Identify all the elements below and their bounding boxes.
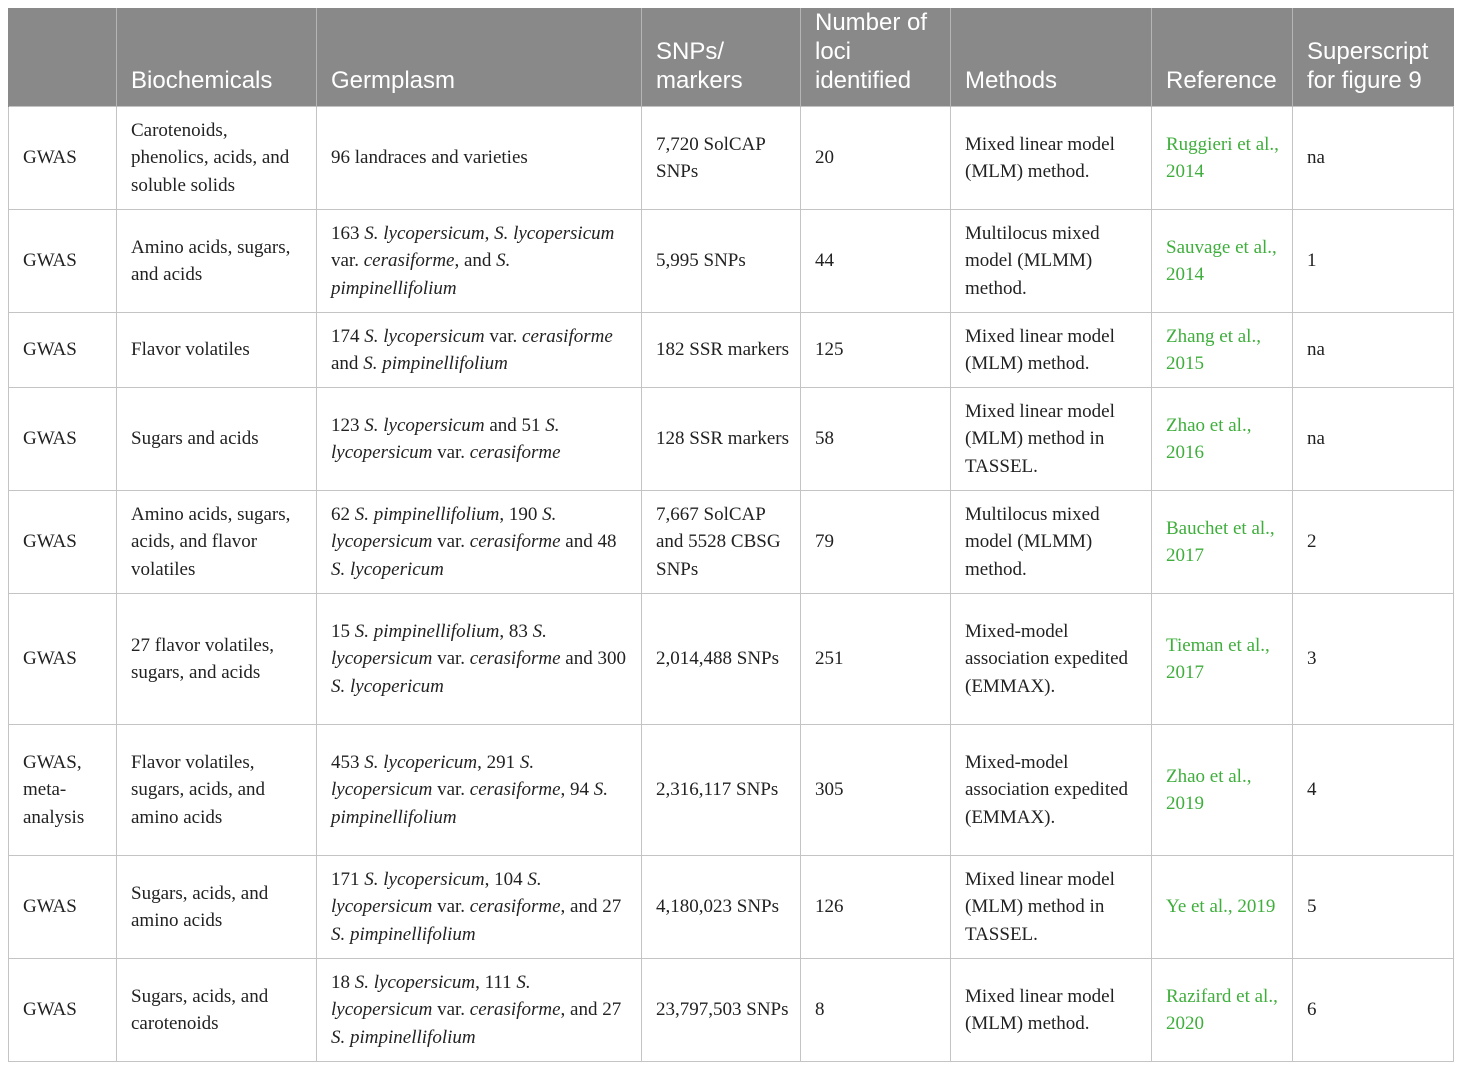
cell-loci: 20 [801, 107, 951, 210]
cell-approach: GWAS [9, 107, 117, 210]
cell-biochemicals: Carotenoids, phenolics, acids, and soluble solids [117, 107, 317, 210]
cell-superscript: 1 [1293, 210, 1454, 313]
table-row [9, 313, 1454, 388]
gwas-summary-table [8, 8, 1454, 1062]
header-reference: Reference [1152, 8, 1293, 107]
cell-markers: 7,720 SolCAP SNPs [642, 107, 801, 210]
header-germplasm: Germplasm [317, 8, 642, 107]
table-row [9, 725, 1454, 856]
reference-link[interactable]: Tieman et al., 2017 [1152, 594, 1293, 725]
cell-biochemicals: Amino acids, sugars, and acids [117, 210, 317, 313]
cell-approach: GWAS [9, 594, 117, 725]
cell-markers: 23,797,503 SNPs [642, 959, 801, 1062]
cell-biochemicals: Sugars, acids, and amino acids [117, 856, 317, 959]
cell-superscript: 4 [1293, 725, 1454, 856]
cell-approach: GWAS [9, 388, 117, 491]
cell-biochemicals: Sugars and acids [117, 388, 317, 491]
table-row [9, 210, 1454, 313]
table-header-row [9, 8, 1454, 107]
cell-markers: 2,316,117 SNPs [642, 725, 801, 856]
reference-link[interactable]: Sauvage et al., 2014 [1152, 210, 1293, 313]
cell-biochemicals: Sugars, acids, and carotenoids [117, 959, 317, 1062]
cell-germplasm: 163 S. lycopersicum, S. lycopersicum var. cerasiforme, and S. pimpinellifolium [317, 210, 642, 313]
reference-link[interactable]: Bauchet et al., 2017 [1152, 491, 1293, 594]
cell-superscript: 6 [1293, 959, 1454, 1062]
cell-loci: 44 [801, 210, 951, 313]
cell-germplasm: 123 S. lycopersicum and 51 S. lycopersicum var. cerasiforme [317, 388, 642, 491]
cell-superscript: na [1293, 107, 1454, 210]
table-row [9, 594, 1454, 725]
cell-loci: 58 [801, 388, 951, 491]
table-row [9, 107, 1454, 210]
reference-link[interactable]: Razifard et al., 2020 [1152, 959, 1293, 1062]
header-loci: Number of loci identified [801, 8, 951, 107]
reference-link[interactable]: Zhang et al., 2015 [1152, 313, 1293, 388]
cell-biochemicals: Flavor volatiles [117, 313, 317, 388]
table-row [9, 856, 1454, 959]
table-row [9, 388, 1454, 491]
cell-biochemicals: Amino acids, sugars, acids, and flavor volatiles [117, 491, 317, 594]
cell-markers: 2,014,488 SNPs [642, 594, 801, 725]
cell-methods: Multilocus mixed model (MLMM) method. [951, 210, 1152, 313]
cell-methods: Multilocus mixed model (MLMM) method. [951, 491, 1152, 594]
reference-link[interactable]: Zhao et al., 2016 [1152, 388, 1293, 491]
cell-germplasm: 453 S. lycopericum, 291 S. lycopersicum var. cerasiforme, 94 S. pimpinellifolium [317, 725, 642, 856]
cell-superscript: na [1293, 313, 1454, 388]
header-biochemicals: Biochemicals [117, 8, 317, 107]
cell-germplasm: 171 S. lycopersicum, 104 S. lycopersicum var. cerasiforme, and 27 S. pimpinellifolium [317, 856, 642, 959]
table-row [9, 491, 1454, 594]
cell-methods: Mixed linear model (MLM) method in TASSEL. [951, 388, 1152, 491]
cell-methods: Mixed linear model (MLM) method in TASSEL. [951, 856, 1152, 959]
cell-approach: GWAS [9, 959, 117, 1062]
cell-loci: 8 [801, 959, 951, 1062]
cell-approach: GWAS [9, 210, 117, 313]
header-markers: SNPs/ markers [642, 8, 801, 107]
cell-germplasm: 18 S. lycopersicum, 111 S. lycopersicum var. cerasiforme, and 27 S. pimpinellifolium [317, 959, 642, 1062]
cell-superscript: 2 [1293, 491, 1454, 594]
cell-loci: 251 [801, 594, 951, 725]
cell-loci: 305 [801, 725, 951, 856]
cell-markers: 7,667 SolCAP and 5528 CBSG SNPs [642, 491, 801, 594]
cell-loci: 126 [801, 856, 951, 959]
table-row [9, 959, 1454, 1062]
header-superscript: Superscript for figure 9 [1293, 8, 1454, 107]
cell-superscript: 3 [1293, 594, 1454, 725]
cell-methods: Mixed-model association expedited (EMMAX). [951, 594, 1152, 725]
cell-biochemicals: Flavor volatiles, sugars, acids, and amino acids [117, 725, 317, 856]
cell-markers: 128 SSR markers [642, 388, 801, 491]
cell-germplasm: 62 S. pimpinellifolium, 190 S. lycopersicum var. cerasiforme and 48 S. lycopericum [317, 491, 642, 594]
cell-germplasm: 174 S. lycopersicum var. cerasiforme and S. pimpinellifolium [317, 313, 642, 388]
cell-markers: 182 SSR markers [642, 313, 801, 388]
cell-germplasm: 96 landraces and varieties [317, 107, 642, 210]
cell-approach: GWAS [9, 313, 117, 388]
cell-methods: Mixed linear model (MLM) method. [951, 959, 1152, 1062]
cell-methods: Mixed linear model (MLM) method. [951, 107, 1152, 210]
header-approach [9, 8, 117, 107]
cell-superscript: na [1293, 388, 1454, 491]
cell-germplasm: 15 S. pimpinellifolium, 83 S. lycopersicum var. cerasiforme and 300 S. lycopericum [317, 594, 642, 725]
cell-approach: GWAS [9, 856, 117, 959]
cell-biochemicals: 27 flavor volatiles, sugars, and acids [117, 594, 317, 725]
cell-markers: 4,180,023 SNPs [642, 856, 801, 959]
reference-link[interactable]: Ye et al., 2019 [1152, 856, 1293, 959]
cell-superscript: 5 [1293, 856, 1454, 959]
cell-methods: Mixed linear model (MLM) method. [951, 313, 1152, 388]
cell-approach: GWAS [9, 491, 117, 594]
header-methods: Methods [951, 8, 1152, 107]
cell-approach: GWAS, meta-analysis [9, 725, 117, 856]
reference-link[interactable]: Zhao et al., 2019 [1152, 725, 1293, 856]
cell-loci: 125 [801, 313, 951, 388]
cell-loci: 79 [801, 491, 951, 594]
cell-markers: 5,995 SNPs [642, 210, 801, 313]
reference-link[interactable]: Ruggieri et al., 2014 [1152, 107, 1293, 210]
cell-methods: Mixed-model association expedited (EMMAX). [951, 725, 1152, 856]
